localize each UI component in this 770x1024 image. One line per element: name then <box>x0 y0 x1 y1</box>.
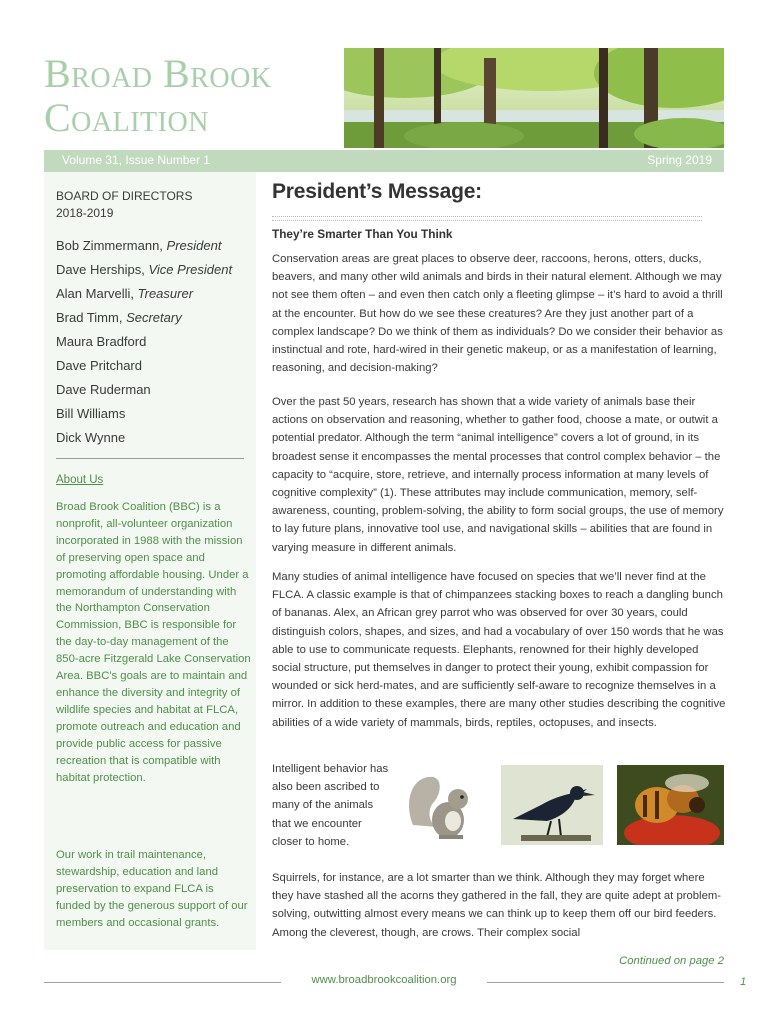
sidebar-divider <box>56 458 244 459</box>
crow-photo <box>501 765 603 845</box>
bee-icon <box>617 765 724 845</box>
issue-volume: Volume 31, Issue Number 1 <box>62 153 211 167</box>
article-paragraph: Over the past 50 years, research has shown that a wide variety of animals base their actions on observation and reasoning, whether to gather food, choose a mate, or outwit a potential predator. Although the term “animal intelligence” covers a lot of ground, in its broadest sense it encompasses the mental processes that control complex behavior – the capacity to “acquire, store, retrieve, and internally process information at many levels of cognitive complexity” (1). These attributes may include communication, memory, self-awareness, counting, problem-solving, the ability to form social groups, the use of memory to lay future plans, innovative tool use, and navigational skills – abilities that are found in varying measure in different animals. <box>272 396 724 554</box>
board-heading <box>56 188 192 222</box>
footer-divider-left <box>44 982 281 983</box>
board-member: Brad Timm, Secretary <box>56 310 182 325</box>
page-number: 1 <box>740 976 747 988</box>
masthead-line-2: Coalition <box>44 95 209 140</box>
funding-text: Our work in trail maintenance, stewardship, education and land preservation to expand FLCA is funded by the generous support of our members and occasional grants. <box>56 849 248 929</box>
about-us-heading: About Us <box>56 474 104 486</box>
board-heading-years: 2018-2019 <box>56 206 114 220</box>
crow-icon <box>501 765 603 845</box>
masthead-title <box>44 52 344 140</box>
board-member: Dick Wynne <box>56 430 126 445</box>
article-paragraph: Conservation areas are great places to observe deer, raccoons, herons, otters, ducks, beavers, and many other wild animals and birds in their natural element. Although we may not see them often – and even then catch only a fleeting glimpse – it’s hard to avoid a thrill at the encounter. But how do we see these creatures? Are they just another part of a complex landscape? Do we think of them as individuals? Do we consider their behavior as instinctual and rote, hard-wired in their genetic makeup, or as a manifestation of learning, reasoning, and decision-making? <box>272 253 723 375</box>
board-member: Dave Ruderman <box>56 382 151 397</box>
board-member: Maura Bradford <box>56 334 147 349</box>
article-paragraph: Squirrels, for instance, are a lot smarter than we think. Although they may forget where they have stashed all the acorns they gathered in the fall, they are quite adept at problem-solving, outwitting almost every means we can think up to keep them off our bird feeders. Among the cleverest, though, are crows. Their complex social <box>272 872 722 939</box>
squirrel-icon <box>403 765 488 845</box>
board-member: Bob Zimmermann, President <box>56 238 222 253</box>
sidebar <box>44 172 256 950</box>
bee-photo <box>617 765 724 845</box>
board-list <box>56 234 232 450</box>
masthead-line-1: Broad Brook <box>44 51 272 96</box>
footer-divider-right <box>487 982 724 983</box>
article-paragraph-intro: Intelligent behavior has also been ascribed to many of the animals that we encounter closer to home. <box>272 763 389 848</box>
header-forest-photo <box>344 48 724 148</box>
article-title: President’s Message: <box>272 180 482 203</box>
article-paragraph: Many studies of animal intelligence have focused on species that we’ll never find at the FLCA. A classic example is that of chimpanzees stacking boxes to reach a dangling bunch of bananas. Alex, an African grey parrot who was observed for over 30 years, could distinguish colors, shapes, and sizes, and had a vocabulary of over 150 words that he was able to use to communicate requests. Elephants, renowned for their highly developed social structure, put themselves in danger to protect their young, exhibit compassion for wounded or sick herd-mates, and are sufficiently self-aware to recognize themselves in a mirror. In addition to these examples, there are many other studies describing the cognitive abilities of a wide variety of mammals, birds, reptiles, octopuses, and insects. <box>272 571 726 729</box>
squirrel-photo <box>403 765 488 845</box>
continued-note: Continued on page 2 <box>619 955 724 967</box>
board-member: Dave Pritchard <box>56 358 142 373</box>
issue-season: Spring 2019 <box>647 153 712 167</box>
board-member: Bill Williams <box>56 406 126 421</box>
about-us-text: Broad Brook Coalition (BBC) is a nonprofit, all-volunteer organization incorporated in 1988 with the mission of preserving open space and promoting affordable housing. Under a memorandum of understanding with the Northampton Conservation Commission, BBC is responsible for the day-to-day management of the 850-acre Fitzgerald Lake Conservation Area. BBC's goals are to maintain and enhance the diversity and integrity of wildlife species and habitat at FLCA, promote outreach and education and provide public access for passive recreation that is compatible with habitat protection. <box>56 501 251 784</box>
forest-photo-image <box>344 48 724 148</box>
board-member: Dave Herships, Vice President <box>56 262 233 277</box>
board-member: Alan Marvelli, Treasurer <box>56 286 194 301</box>
title-divider <box>272 216 702 221</box>
article-subtitle: They’re Smarter Than You Think <box>272 227 453 241</box>
board-heading-title: BOARD OF DIRECTORS <box>56 189 193 203</box>
website-link[interactable]: www.broadbrookcoalition.org <box>311 974 457 986</box>
issue-bar <box>44 150 724 172</box>
